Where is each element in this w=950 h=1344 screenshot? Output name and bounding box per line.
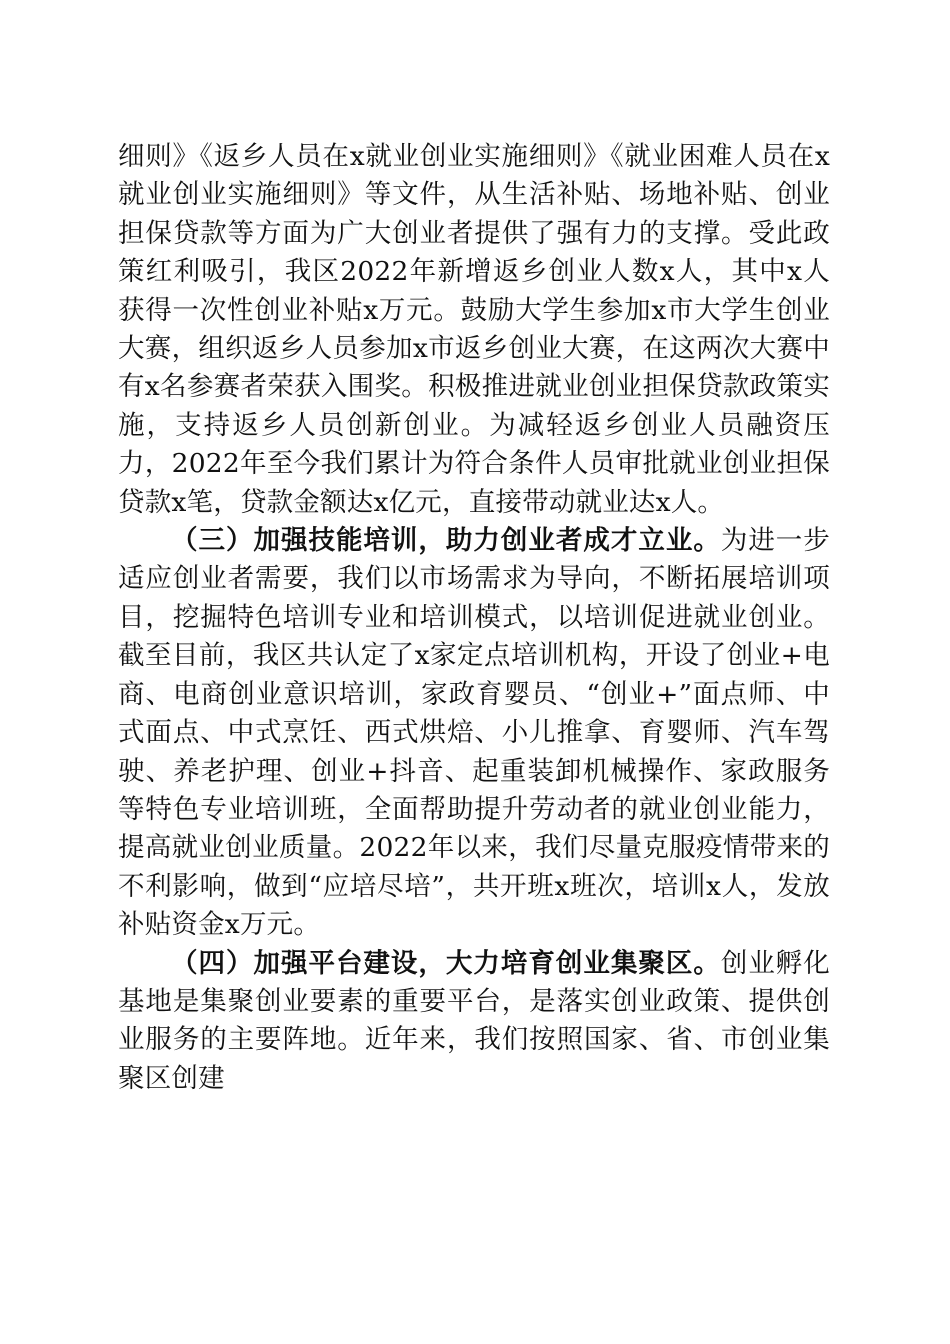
paragraph-text: 为进一步适应创业者需要，我们以市场需求为导向，不断拓展培训项目，挖掘特色培训专业和培训模式，以培训促进就业创业。截至目前，我区共认定了x家定点培训机构，开设了创业+电商、电商创业意识培训，家政育婴员、“创业+”面点师、中式面点、中式烹饪、西式烘焙、小儿推拿、育婴师、汽车驾驶、养老护理、创业+抖音、起重装卸机械操作、家政服务等特色专业培训班，全面帮助提升劳动者的就业创业能力，提高就业创业质量。2022年以来，我们尽量克服疫情带来的不利影响，做到“应培尽培”，共开班x班次，培训x人，发放补贴资金x万元。 — [118, 525, 831, 941]
paragraph-skills-training — [118, 522, 830, 944]
paragraph-text: 创业孵化基地是集聚创业要素的重要平台，是落实创业政策、提供创业服务的主要阵地。近年来，我们按照国家、省、市创业集聚区创建 — [118, 947, 831, 1094]
document-page — [118, 138, 830, 1098]
section-heading: （三）加强技能培训，助力创业者成才立业。 — [171, 525, 721, 557]
paragraph-policy-support — [118, 138, 830, 522]
section-heading: （四）加强平台建设，大力培育创业集聚区。 — [171, 947, 721, 979]
paragraph-platform-building — [118, 945, 830, 1099]
paragraph-text: 细则》《返乡人员在x就业创业实施细则》《就业困难人员在x就业创业实施细则》等文件，从生活补贴、场地补贴、创业担保贷款等方面为广大创业者提供了强有力的支撑。受此政策红利吸引，我区2022年新增返乡创业人数x人，其中x人获得一次性创业补贴x万元。鼓励大学生参加x市大学生创业大赛，组织返乡人员参加x市返乡创业大赛，在这两次大赛中有x名参赛者荣获入围奖。积极推进就业创业担保贷款政策实施，支持返乡人员创新创业。为减轻返乡创业人员融资压力，2022年至今我们累计为符合条件人员审批就业创业担保贷款x笔，贷款金额达x亿元，直接带动就业达x人。 — [118, 141, 830, 518]
